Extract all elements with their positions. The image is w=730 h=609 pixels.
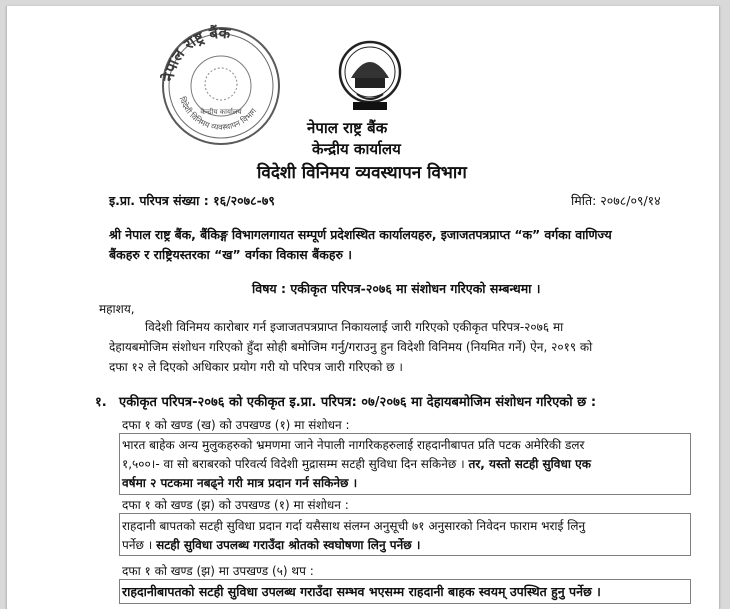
- amendment-2-line-2-text: पर्नेछ ।: [122, 538, 157, 552]
- amendment-1-line-2: [122, 455, 591, 472]
- nepal-rastra-bank-seal: [159, 24, 289, 148]
- nepal-rastra-bank-emblem: [337, 38, 403, 118]
- amendment-1-line-2-bold: तर, यस्तो सटही सुविधा एक: [468, 457, 591, 471]
- amendment-1-line-2-text: १,५००।- वा सो बराबरको परिवर्त्य विदेशी मुद्रासम्म सटही सुविधा दिन सकिनेछ ।: [122, 457, 469, 471]
- svg-text:नेपाल राष्ट्र बैंक: नेपाल राष्ट्र बैंक: [159, 24, 231, 83]
- addressee-line-2: बैंकहरु र राष्ट्रियस्तरका “ख” वर्गका विकास बैंकहरु ।: [109, 247, 353, 262]
- amendment-1-line-1: भारत बाहेक अन्य मुलुकहरुको भ्रमणमा जाने नेपाली नागरिकहरुलाई राहदानीबापत प्रति पटक अमेरिकी डलर: [122, 438, 585, 452]
- department-name: विदेशी विनिमय व्यवस्थापन विभाग: [257, 163, 467, 183]
- amendment-2-line-2: [122, 536, 420, 553]
- amendment-1-line-3: वर्षमा २ पटकमा नबढ्ने गरी मात्र प्रदान गर्न सकिनेछ ।: [122, 476, 358, 490]
- org-name: नेपाल राष्ट्र बैंक: [307, 119, 388, 137]
- amendment-3-line-1: राहदानीबापतको सटही सुविधा उपलब्ध गराउँदा सम्भव भएसम्म राहदानी बाहक स्वयम् उपस्थित हुनु पर्नेछ ।: [122, 584, 601, 599]
- amendment-heading-3: दफा १ को खण्ड (झ) मा उपखण्ड (५) थप :: [122, 564, 314, 578]
- addressee-line-1: श्री नेपाल राष्ट्र बैंक, बैंकिङ्ग विभागलगायत सम्पूर्ण प्रदेशस्थित कार्यालयहरु, इजाजतपत्रप्राप्त “क” वर्गका वाणिज्य: [109, 227, 612, 242]
- office-name: केन्द्रीय कार्यालय: [312, 140, 401, 158]
- body-line-3: दफा १२ ले दिएको अधिकार प्रयोग गरी यो परिपत्र जारी गरिएको छ ।: [109, 360, 403, 374]
- amendment-2-line-1: राहदानी बापतको सटही सुविधा प्रदान गर्दा यसैसाथ संलग्न अनुसूची ७१ अनुसारको निवेदन फाराम भराई लिनु: [122, 519, 586, 533]
- body-line-2: देहायबमोजिम संशोधन गरिएको हुँदा सोही बमोजिम गर्नु/गराउनु हुन विदेशी विनिमय (नियमित गर्ने) ऐन, २०१९ को: [109, 340, 593, 354]
- document-page: [6, 6, 720, 609]
- salutation: महाशय,: [99, 302, 135, 316]
- section-number: १.: [95, 395, 107, 410]
- circular-number: इ.प्रा. परिपत्र संख्या : १६/२०७८-७९: [109, 193, 275, 208]
- date: मिति: २०७८/०९/१४: [571, 193, 661, 208]
- amendment-heading-1: दफा १ को खण्ड (ख) को उपखण्ड (१) मा संशोधन :: [122, 418, 350, 432]
- section-title: एकीकृत परिपत्र-२०७६ को एकीकृत इ.प्रा. परिपत्र: ०७/२०७६ मा देहायबमोजिम संशोधन गरिएको छ :: [119, 395, 597, 410]
- body-line-1: विदेशी विनिमय कारोबार गर्न इजाजतपत्रप्राप्त निकायलाई जारी गरिएको एकीकृत परिपत्र-२०७६ मा: [145, 320, 564, 334]
- amendment-2-line-2-bold: सटही सुविधा उपलब्ध गराउँदा श्रोतको स्वघोषणा लिनु पर्नेछ ।: [156, 538, 421, 552]
- svg-text:केन्द्रीय कार्यालय: केन्द्रीय कार्यालय: [200, 108, 242, 116]
- amendment-heading-2: दफा १ को खण्ड (झ) को उपखण्ड (१) मा संशोधन :: [122, 498, 349, 512]
- subject-line: विषय : एकीकृत परिपत्र-२०७६ मा संशोधन गरिएको सम्बन्धमा ।: [252, 281, 541, 296]
- svg-text:विदेशी विनिमय व्यवस्थापन विभाग: विदेशी विनिमय व्यवस्थापन विभाग: [177, 95, 259, 132]
